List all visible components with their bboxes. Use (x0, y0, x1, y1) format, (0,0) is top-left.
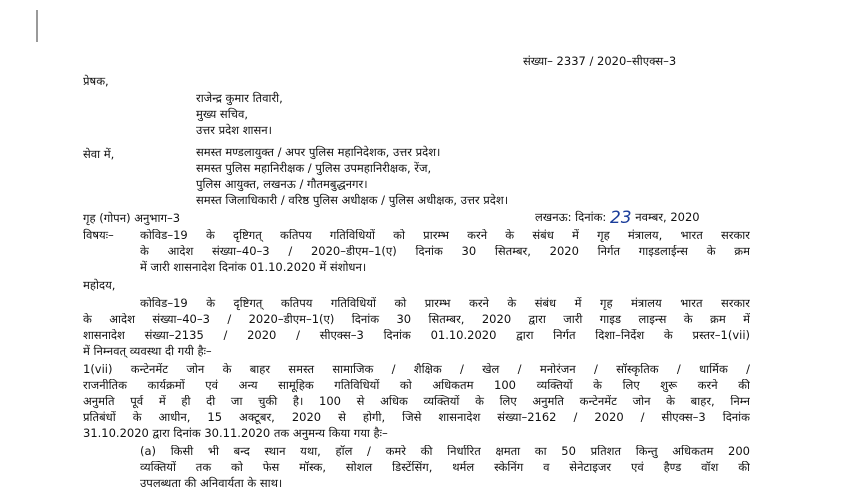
subject-line: कोविड–19 के दृष्टिगत् कतिपय गतिविधियों को प्रारम्भ करने के संबंध में गृह मंत्रालय, भारत सरकार (140, 229, 750, 242)
recipient-line: समस्त पुलिस महानिरीक्षक / पुलिस उपमहानिरीक्षक, रेंज, (196, 161, 432, 175)
body-line: अनुमति पूर्व में ही दी जा चुकी है। 100 से अधिक व्यक्तियों के लिए अनुमति कन्टेनमेंट जोन के बाहर, निम्न (83, 395, 750, 408)
body-line: 31.10.2020 द्वारा दिनांक 30.11.2020 तक अनुमन्य किया गया हैः– (83, 426, 388, 440)
sender-name: राजेन्द्र कुमार तिवारी, (196, 91, 283, 105)
date-day-handwritten: 23 (609, 208, 632, 228)
subject-line: में जारी शासनादेश दिनांक 01.10.2020 में संशोधन। (140, 260, 367, 274)
sender-heading: प्रेषक, (83, 74, 109, 88)
body-line: कोविड–19 के दृष्टिगत् कतिपय गतिविधियों को प्रारम्भ करने के संबंध में गृह मंत्रालय भारत सरकार (140, 297, 750, 310)
recipient-line: समस्त जिलाधिकारी / वरिष्ठ पुलिस अधीक्षक / पुलिस अधीक्षक, उत्तर प्रदेश। (196, 193, 509, 207)
point-a-line: उपलब्धता की अनिवार्यता के साथ। (140, 476, 283, 490)
point-a-line: व्यक्तियों तक को फेस मॉस्क, सोशल डिस्टेंसिंग, थर्मल स्केनिंग व सेनेटाइजर एवं हैण्ड वॉश की (140, 461, 750, 474)
recipient-line: समस्त मण्डलायुक्त / अपर पुलिस महानिदेशक, उत्तर प्रदेश। (196, 145, 441, 159)
body-line: के आदेश संख्या–40–3 / 2020–डीएम–1(ए) दिनांक 30 सितम्बर, 2020 द्वारा जारी गाइड लाइन्स के क्रम में (83, 313, 750, 326)
section-name: गृह (गोपन) अनुभाग–3 (83, 211, 181, 225)
body-line: प्रतिबंधों के आधीन, 15 अक्टूबर, 2020 से होगी, जिसे शासनादेश संख्या–2162 / 2020 / सीएक्स–3 दिनांक (83, 411, 750, 424)
body-line: 1(vii) कन्टेनमेंट जोन के बाहर समस्त सामाजिक / शैक्षिक / खेल / मनोरंजन / सॉस्कृतिक / धार्मिक / (83, 363, 750, 376)
reference-number: संख्या– 2337 / 2020–सीएक्स–3 (523, 54, 677, 68)
subject-label: विषयः– (83, 228, 114, 242)
body-line: में निम्नवत् व्यवस्था दी गयी हैः– (83, 344, 212, 358)
date-suffix: नवम्बर, 2020 (635, 210, 700, 224)
sender-office: उत्तर प्रदेश शासन। (196, 123, 273, 137)
margin-mark (36, 10, 38, 42)
letter-date (535, 208, 700, 228)
subject-line: के आदेश संख्या–40–3 / 2020–डीएम–1(ए) दिनांक 30 सितम्बर, 2020 निर्गत गाइडलाईन्स के क्रम (140, 245, 750, 258)
body-line: शासनादेश संख्या–2135 / 2020 / सीएक्स–3 दिनांक 01.10.2020 द्वारा निर्गत दिशा–निर्देश के प्रस्तर–1(vii) (83, 329, 750, 342)
body-line: राजनीतिक कार्यक्रमों एवं अन्य सामूहिक गतिविधियों को अधिकतम 100 व्यक्तियों के लिए शुरू करने की (83, 379, 750, 392)
point-a-line: (a) किसी भी बन्द स्थान यथा, हॉल / कमरे की निर्धारित क्षमता का 50 प्रतिशत किन्तु अधिकतम 200 (140, 445, 750, 458)
sender-designation: मुख्य सचिव, (196, 107, 249, 121)
salutation: महोदय, (83, 278, 116, 292)
date-prefix: लखनऊ: दिनांक: (535, 210, 607, 224)
recipients-heading: सेवा में, (83, 147, 115, 161)
recipient-line: पुलिस आयुक्त, लखनऊ / गौतमबुद्धनगर। (196, 177, 368, 191)
